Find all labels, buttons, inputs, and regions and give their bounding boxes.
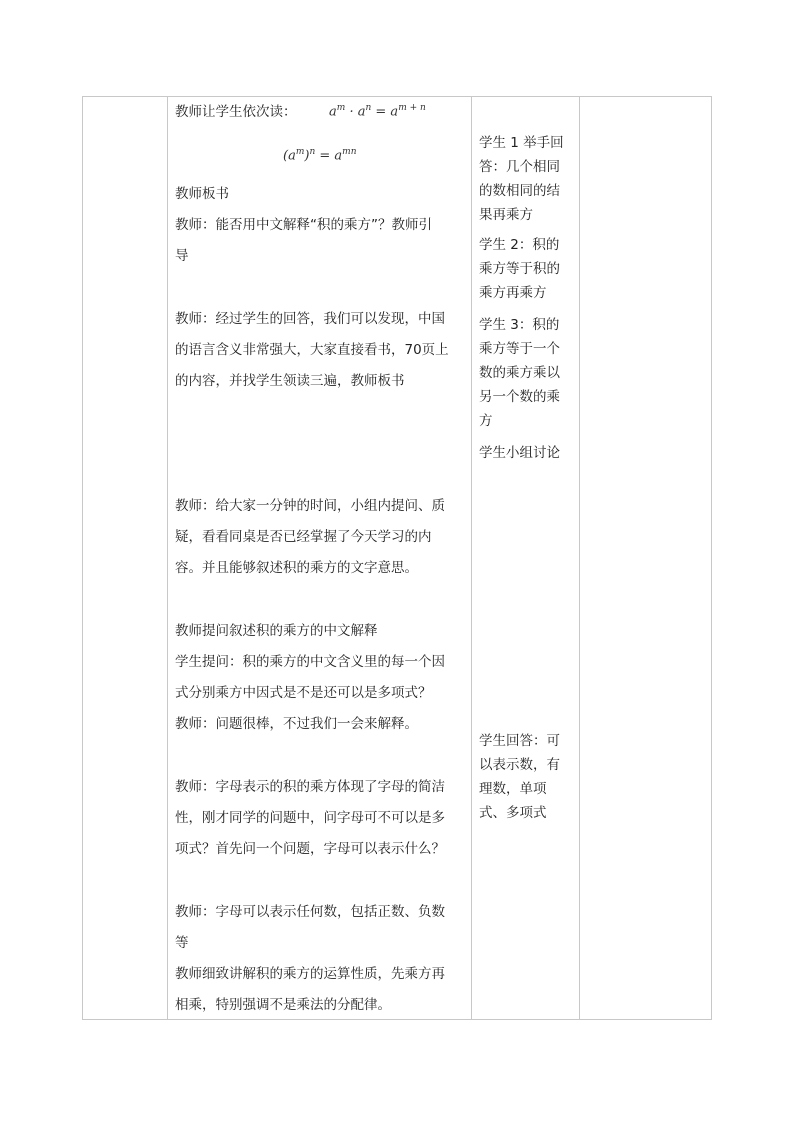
teacher-para-6a: 学生提问：积的乘方的中文含义里的每一个因 (175, 654, 445, 670)
teacher-para-6b: 式分别乘方中因式是不是还可以是多项式？ (175, 685, 432, 701)
teacher-para-3b: 的语言含义非常强大，大家直接看书，70页上 (175, 342, 449, 358)
teacher-para-10a: 教师细致讲解积的乘方的运算性质，先乘方再 (175, 966, 445, 982)
lesson-table (82, 96, 712, 1020)
teacher-para-5: 教师提问叙述积的乘方的中文解释 (175, 623, 378, 639)
teacher-para-2a: 教师：能否用中文解释“积的乘方”？教师引 (175, 217, 432, 233)
student-answer-1: 学生 1 举手回答：几个相同的数相同的结果再乘方 (479, 135, 564, 223)
column-divider-3 (579, 97, 580, 1019)
student-group-discussion: 学生小组讨论 (479, 445, 560, 461)
teacher-para-3a: 教师：经过学生的回答，我们可以发现，中国 (175, 311, 445, 327)
student-answer-5: 学生回答：可以表示数，有理数，单项式、多项式 (479, 733, 560, 821)
teacher-para-8b: 性，刚才同学的问题中，问字母可不可以是多 (175, 810, 445, 826)
column-divider-2 (471, 97, 472, 1019)
teacher-para-7: 教师：问题很棒，不过我们一会来解释。 (175, 716, 418, 732)
teacher-para-8a: 教师：字母表示的积的乘方体现了字母的简洁 (175, 779, 445, 795)
read-instruction: 教师让学生依次读： (175, 104, 297, 120)
teacher-para-9a: 教师：字母可以表示任何数，包括正数、负数 (175, 904, 445, 920)
teacher-para-10b: 相乘，特别强调不是乘法的分配律。 (175, 997, 391, 1013)
teacher-para-2b: 导 (175, 248, 189, 264)
column-divider-1 (167, 97, 168, 1019)
teacher-para-4c: 容。并且能够叙述积的乘方的文字意思。 (175, 560, 418, 576)
teacher-para-4b: 疑，看看同桌是否已经掌握了今天学习的内 (175, 529, 432, 545)
student-answer-3: 学生 3：积的乘方等于一个数的乘方乘以另一个数的乘方 (479, 317, 560, 429)
teacher-para-9b: 等 (175, 935, 189, 951)
formula-product-of-powers: $a^m \cdot a^n = a^{m + n}$ (329, 103, 426, 120)
teacher-para-3c: 的内容，并找学生领读三遍，教师板书 (175, 373, 405, 389)
student-answer-2: 学生 2：积的乘方等于积的乘方再乘方 (479, 237, 560, 301)
formula-power-of-power: $(a^m)^n = a^{mn}$ (283, 147, 357, 164)
teacher-para-4a: 教师：给大家一分钟的时间，小组内提问、质 (175, 498, 445, 514)
teacher-para-1: 教师板书 (175, 186, 229, 202)
teacher-para-8c: 项式？首先问一个问题，字母可以表示什么？ (175, 841, 445, 857)
